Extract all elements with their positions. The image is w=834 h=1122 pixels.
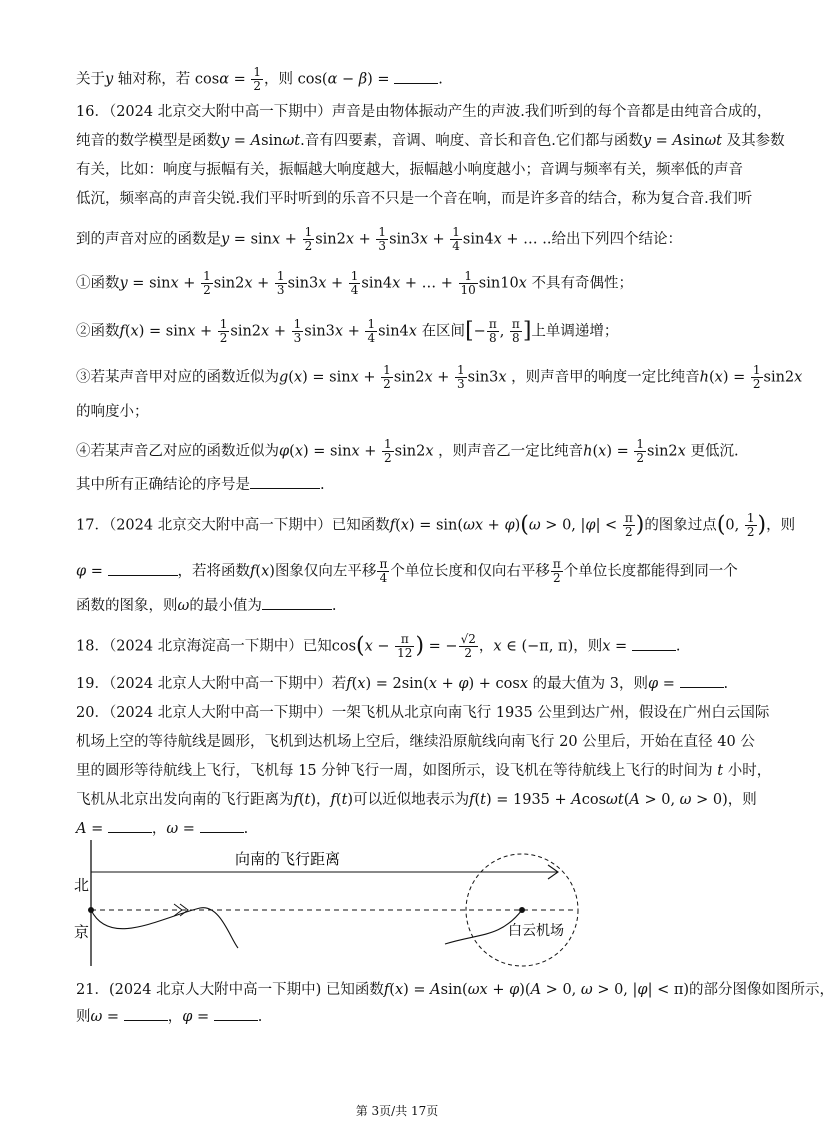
q21-line1: 21．(2024 北京人大附中高一下期中) 已知函数f(x) = Asin(ωx + φ)(A > 0, ω > 0, |φ| < π)的部分图像如图所示， (76, 982, 834, 998)
diagram-label-top: 向南的飞行距离 (235, 850, 341, 868)
q16-line4: 低沉，频率高的声音尖锐.我们平时听到的乐音不只是一个音在响，而是许多音的结合，称为复合音.我们听 (76, 191, 753, 207)
diagram-label-bei: 北 (74, 876, 90, 894)
q20-line1: 20．（2024 北京人大附中高一下期中）一架飞机从北京向南飞行 1935 公里到达广州，假设在广州白云国际 (76, 705, 770, 721)
flight-diagram (70, 838, 590, 968)
q16-ask: 其中所有正确结论的序号是 . (76, 477, 325, 493)
q16-conclusion-1: ①函数y = sinx + $\frac{1}{2}$ sin2x + $\frac{1}{3}$ sin3x + $\frac{1}{4}$ sin4x + … + $\frac{1}{10}$ sin10x 不具有奇偶性； (76, 269, 633, 297)
q16-line5: 到的声音对应的函数是y = sinx + $\frac{1}{2}$ sin2x + $\frac{1}{3}$ sin3x + $\frac{1}{4}$ sin4x + … ..给出下列四个结论： (76, 225, 682, 253)
q17-line1: 17．（2024 北京交大附中高一下期中）已知函数f(x) = sin(ωx + φ)(ω > 0, |φ| < $\frac{\pi}{2}$ )的图象过点(0, $\frac{1}{2}$ )，则 (76, 511, 796, 539)
q15-line: 关于y 轴对称，若 cosα = $\frac{1}{2}$ ，则 cos(α − β) = . (76, 65, 443, 93)
diagram-label-jing: 京 (74, 923, 90, 941)
q16-conclusion-4: ④若某声音乙对应的函数近似为φ(x) = sinx + $\frac{1}{2}$ sin2x ，则声音乙一定比纯音h(x) = $\frac{1}{2}$ sin2x 更低沉. (76, 437, 739, 465)
diagram-label-airport: 白云机场 (508, 923, 564, 939)
q16-line1: 16．（2024 北京交大附中高一下期中）声音是由物体振动产生的声波.我们听到的每个音都是由纯音合成的， (76, 104, 772, 120)
q18-line: 18．（2024 北京海淀高一下期中）已知cos(x − $\frac{\pi}{12}$ ) = − $\frac{√2}{2}$ ，x ∈ (−π, π)，则x = . (76, 632, 681, 660)
q20-line3: 里的圆形等待航线上飞行，飞机每 15 分钟飞行一周，如图所示，设飞机在等待航线上飞行的时间为 t 小时， (76, 763, 772, 779)
q16-conclusion-2: ②函数f(x) = sinx + $\frac{1}{2}$ sin2x + $\frac{1}{3}$ sin3x + $\frac{1}{4}$ sin4x 在区间[− $\frac{\pi}{8}$ , $\frac{\pi}{8}$ ]上单调递增； (76, 317, 619, 345)
q21-line2: 则ω = ，φ = . (76, 1009, 263, 1025)
q16-line2: 纯音的数学模型是函数y = Asinωt.音有四要素，音调、响度、音长和音色.它们都与函数y = Asinωt 及其参数 (76, 133, 785, 149)
q17-line2: φ = ，若将函数f(x)图象仅向左平移 $\frac{\pi}{4}$ 个单位长度和仅向右平移 $\frac{\pi}{2}$ 个单位长度都能得到同一个 (76, 557, 738, 585)
q17-line3: 函数的图象，则ω的最小值为 . (76, 598, 337, 614)
q20-line4: 飞机从北京出发向南的飞行距离为f(t)，f(t)可以近似地表示为f(t) = 1935 + Acosωt(A > 0, ω > 0)，则 (76, 792, 757, 808)
q19-line: 19．（2024 北京人大附中高一下期中）若f(x) = 2sin(x + φ) + cosx 的最大值为 3，则φ = . (76, 676, 729, 692)
q16-line3: 有关，比如：响度与振幅有关，振幅越大响度越大，振幅越小响度越小；音调与频率有关，频率低的声音 (76, 162, 743, 178)
q16-conclusion-3: ③若某声音甲对应的函数近似为g(x) = sinx + $\frac{1}{2}$ sin2x + $\frac{1}{3}$ sin3x ，则声音甲的响度一定比纯音h(x) = $\frac{1}{2}$ sin2x (76, 363, 803, 391)
q20-line2: 机场上空的等待航线是圆形，飞机到达机场上空后，继续沿原航线向南飞行 20 公里后，开始在直径 40 公 (76, 734, 755, 750)
q16-conclusion-3b: 的响度小； (76, 404, 149, 420)
q20-line5: A = ，ω = . (76, 821, 249, 837)
page-footer: 第 3页/共 17页 (355, 1104, 439, 1118)
